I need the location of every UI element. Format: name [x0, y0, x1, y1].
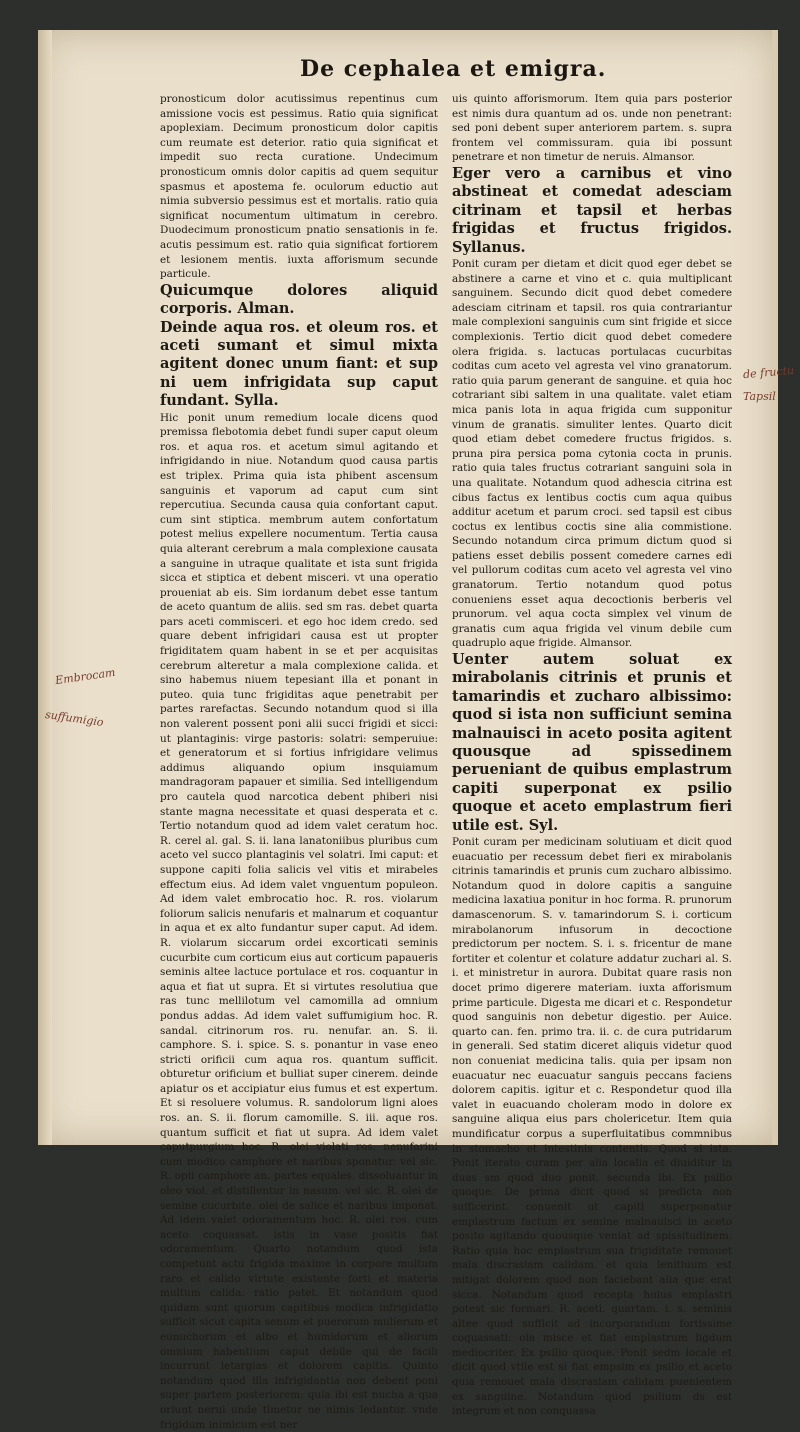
left-heading: Deinde aqua ros. et oleum ros. et aceti sumant et simul mixta agitent donec unum fiant: et sup ni uem infrigidata sup caput fundant. Sylla. [160, 318, 438, 410]
page-gutter [38, 30, 52, 1145]
left-heading: Quicumque dolores aliquid corporis. Alman. [160, 281, 438, 318]
right-heading: Eger vero a carnibus et vino abstineat et comedat adesciam citrinam et tapsil et herbas frigidas et fructus frigidos. Syllanus. [452, 164, 732, 256]
margin-note: de fructu [742, 363, 795, 382]
left-column [160, 92, 438, 1431]
page-edge [772, 30, 778, 1145]
margin-note: Embrocam [54, 665, 117, 688]
margin-note: Tapsil [743, 390, 776, 403]
page-title: De cephalea et emigra. [300, 56, 607, 82]
right-paragraph: Ponit curam per dietam et dicit quod eger debet se abstinere a carne et vino et c. quia multiplicant sanguinem. Secundo dicit quod debet comedere adesciam citrinam et tapsil. ros quia contrariantur male complexioni sanguinis cum sint frigide et sicce complexionis. Tertio dicit quod debet comedere olera frigida. s. lactucas portulacas cucurbitas coditas cum aceto vel agresta vel vino granatorum. ratio quia parum generant de sanguine. et quia hoc cotrariant sibi saltem in una qualitate. valet etiam mica panis lota in aqua frigida cum supponitur vinum de granatis. simuliter lentes. Quarto dicit quod etiam debet comedere fructus frigidos. s. pruna pira persica poma cytonia cocta in prunis. ratio quia tales fructus cotrariant sanguini sola in una qualitate. Notandum quod adhescia citrina est cibus factus ex lentibus coctis cum aqua quibus additur acetum et parum croci. sed tapsil est cibus coctus ex lentibus coctis sine alia commistione. Secundo notandum circa primum dictum quod si patiens esset debilis possent comedere carnes edi vel pullorum coditas cum aceto vel agresta vel vino granatorum. Tertio notandum quod potus conueniens esset aqua decoctionis berberis vel prunorum. vel aqua cocta simplex vel vinum de granatis cum aqua frigida vel vinum debile cum quadruplo aque frigide. Almansor. [452, 258, 732, 650]
right-column [452, 92, 732, 1418]
right-heading: Uenter autem soluat ex mirabolanis citrinis et prunis et tamarindis et zucharo albissimo: quod si ista non sufficiunt semina malnauisci in aceto posita agitent quousque ad spissedinem perueniant de quibus emplastrum capiti superponat ex psilio quoque et aceto emplastrum fieri utile est. Syl. [452, 651, 732, 834]
left-paragraph: Hic ponit unum remedium locale dicens quod premissa flebotomia debet fundi super caput oleum ros. et aqua ros. et acetum simul agitando et infrigidando in niue. Notandum quod causa partis est triplex. Prima quia ista phibent ascensum sanguinis et vaporum ad caput cum sint repercutiua. Secunda causa quia confortant caput. cum sint stiptica. membrum autem confortatum potest melius expellere nocumentum. Tertia causa quia alterant cerebrum a mala complexione causata a sanguine in utraque qualitate et ista sunt frigida sicca et stiptica et debent misceri. vt una operatio proueniat ab eis. Sim iordanum debet esse tantum de aceto quantum de aliis. sed sm ras. debet quarta pars aceti commisceri. et ego hoc idem credo. sed quare debent infrigidari causa est ut propter frigiditatem quam habent in se et per acquisitas cerebrum alteretur a mala complexione calida. et sino habemus niuem tepesiant illa et ponant in puteo. quia tunc frigiditas aque penetrabit per partes rarefactas. Secundo notandum quod si illa non valerent possent poni alii succi frigidi et sicci: ut plantaginis: virge pastoris: solatri: semperuiue: et generatorum et si fortius infrigidare velimus addimus aliquando opium insquiamum mandragoram papauer et similia. Sed intelligendum pro cautela quod narcotica debent phiberi nisi stante magna necessitate et quasi desperata et c. Tertio notandum quod ad idem valet ceratum hoc. R. cerel al. gal. S. ii. lana lanatoniibus pluribus cum aceto vel succo plantaginis vel solatri. Imi caput: et suppone capiti folia salicis vel vitis et mirabeles effectum eius. Ad idem valet vnguentum populeon. Ad idem valet embrocatio hoc. R. ros. violarum foliorum salicis nenufaris et malnarum et coquantur in aqua et ex alto fundantur super caput. Ad idem. R. violarum siccarum ordei excorticati seminis cucurbite cum corticum eius aut corticum papaueris seminis altee lactuce portulace et ros. coquantur in aqua et fiat ut supra. Et si virtutes resolutiua que ras tunc mellilotum vel camomilla ad omnium pondus addas. Ad idem valet suffumigium hoc. R. sandal. citrinorum ros. ru. nenufar. an. S. ii. camphore. S. i. spice. S. s. ponantur in vase eneo stricti orificii cum aqua ros. quantum sufficit. obturetur orificium et bulliat super cinerem. deinde apiatur os et accipiatur eius fumus et est expertum. Et si resoluere volumus. R. sandolorum ligni aloes ros. an. S. ii. florum camomille. S. iii. aque ros. quantum sufficit et fiat ut supra. Ad idem valet caputpurgium hoc. R. olei violati ros. nenufarini cum modico camphore et naribus sponatur. vel sic. R. opii camphore an. partes equales. dissoluantur in oleo viol. et distillentur in nasum. vel sic. R. olei de semine cucurbite. olei de salice et naribus imponat. Ad idem valet odoramentum hoc. R. olei ros. cum aceto coquassat. istis in vase positis fiat odoramentum. Quarto notandum quod ista competunt actu frigida maxime in corpore multum raro et calido virtute existente forti et materia multum calida. ratio patet. Et notandum quod quidam sunt quorum capitibus modica infrigidatio sufficit sicut capita senum et puerorum mulierum et eunuchorum et albo et humidorum et aliorum omnium habentium caput debile qui de facili incurrunt letargias et dolorem capitis. Quinto notandum quod illa infrigidantia non debent poni super partem posteriorem: quia ibi est nucha a qua oriunt nerui unde timetur ne nimis ledantur. vnde frigidum inimicum est ner [160, 411, 438, 1431]
left-paragraph: pronosticum dolor acutissimus repentinus cum amissione vocis est pessimus. Ratio quia significat apoplexiam. Decimum pronosticum dolor capitis cum reumate est deterior. ratio quia significat et impedit suo recta curatione. Undecimum pronosticum omnis dolor capitis ad quem sequitur spasmus et apostema fe. oculorum eductio aut nimia subversio pessimus est et mortalis. ratio quia significat nocumentum ultimatum in cerebro. Duodecimum pronosticum pnatio sensationis in fe. acutis pessimum est. ratio quia significat fortiorem et lesionem mentis. iuxta afforismum secunde particule. [160, 93, 438, 281]
right-paragraph: Ponit curam per medicinam solutiuam et dicit quod euacuatio per recessum debet fieri ex mirabolanis citrinis tamarindis et prunis cum zucharo albissimo. Notandum quod in dolore capitis a sanguine medicina laxatiua ponitur in hoc forma. R. prunorum damascenorum. S. v. tamarindorum S. i. corticum mirabolanorum infusorum in decoctione predictorum per noctem. S. i. s. fricentur de mane fortiter et colentur et colature addatur zuchari al. S. i. et ministretur in aurora. Dubitat quare rasis non docet primo digerere materiam. iuxta afforismum prime particule. Digesta me dicari et c. Respondetur quod sanguinis non debetur digestio. per Auice. quarto can. fen. primo tra. ii. c. de cura putridarum in generali. Sed statim diceret aliquis videtur quod non conueniat medicina talis. quia per ipsam non euacuatur nec euacuatur sanguis peccans faciens dolorem capitis. igitur et c. Respondetur quod illa valet in euacuando choleram modo in dolore ex sanguine aliqua eius pars cholericetur. Item quia mundificatur corpus a superfluitatibus commnibus in stomacho et intestinis contentis. Quod si ista. Ponit iterato curam per alia localia et diuiditur in duas sm quod duo ponit. secunda ibi. Ex psilio quoque. De prima dicit quod si predicta non sufficerint. conuenit ut capiti superponatur emplastrum factum ex semine malnauisci in aceto posito agitando quousque veniat ad spissitudinem. Ratio quia hoc emplastrum sua frigiditate remouet mala discrasiam calidam. et quia lenitiuum est mitigat dolorem quod non faciebant alia que erat sicca. Notandum quod recepta huius emplastri potest sic formari. R. aceti. quartam. i. s. seminis altee quod sufficit ad incorporandum fortissime coquassati: oia misce et fiat emplastrum ligdum mediocriter. Ex psilio quoque. Ponit sedm locale et dicit quod vtile est si fiat empsim ex psilio et aceto quia remouet mala discrasiam calidam puenientem ex sanguine. Notandum quod psilium ds est integrum et non conquassa [452, 836, 732, 1418]
right-paragraph: uis quinto afforismorum. Item quia pars posterior est nimis dura quantum ad os. unde non penetrant: sed poni debent super anteriorem partem. s. supra frontem vel commissuram. quia ibi possunt penetrare et non timetur de neruis. Almansor. [452, 93, 732, 164]
margin-note: suffumigio [44, 707, 105, 730]
